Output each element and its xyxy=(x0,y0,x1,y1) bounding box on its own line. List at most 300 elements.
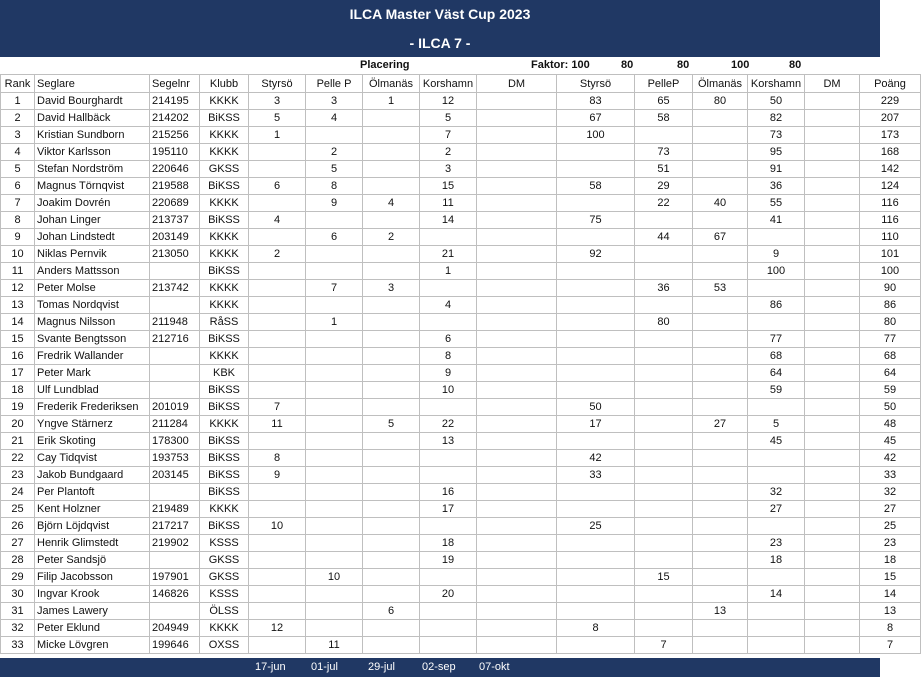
cell-styrso-place xyxy=(249,552,306,569)
cell-olmanas-points xyxy=(693,450,748,467)
cell-rank: 13 xyxy=(1,297,35,314)
cell-olmanas-points xyxy=(693,586,748,603)
cell-pellep-place xyxy=(306,501,363,518)
cell-olmanas-place xyxy=(363,365,420,382)
table-row xyxy=(1,569,921,586)
table-row xyxy=(1,399,921,416)
cell-korshamn-points: 82 xyxy=(748,110,805,127)
col-poang: Poäng xyxy=(860,75,921,93)
cell-klubb: BiKSS xyxy=(200,178,249,195)
cell-korshamn-points xyxy=(748,467,805,484)
col-seglare: Seglare xyxy=(35,75,150,93)
cell-styrso-place xyxy=(249,161,306,178)
cell-poang: 142 xyxy=(860,161,921,178)
cell-klubb: KKKK xyxy=(200,620,249,637)
cell-dm-place xyxy=(477,127,557,144)
cell-pellep-place: 6 xyxy=(306,229,363,246)
cell-olmanas-place: 5 xyxy=(363,416,420,433)
cell-poang: 32 xyxy=(860,484,921,501)
table-row xyxy=(1,433,921,450)
cell-seglare: Stefan Nordström xyxy=(35,161,150,178)
cell-korshamn-points: 9 xyxy=(748,246,805,263)
cell-poang: 168 xyxy=(860,144,921,161)
cell-pellep-points xyxy=(635,467,693,484)
cell-klubb: RåSS xyxy=(200,314,249,331)
footer-dates-bar xyxy=(0,658,880,677)
cell-pellep-place: 11 xyxy=(306,637,363,654)
cell-styrso-points xyxy=(557,280,635,297)
cell-seglare: Frederik Frederiksen xyxy=(35,399,150,416)
cell-pellep-points xyxy=(635,246,693,263)
cell-dm-place xyxy=(477,535,557,552)
cell-styrso-place xyxy=(249,144,306,161)
cell-poang: 116 xyxy=(860,212,921,229)
cell-korshamn-place: 14 xyxy=(420,212,477,229)
cell-dm-points xyxy=(805,603,860,620)
cell-olmanas-points xyxy=(693,433,748,450)
cell-olmanas-points: 80 xyxy=(693,93,748,110)
footer-date: 17-jun xyxy=(255,661,286,673)
cell-styrso-points: 67 xyxy=(557,110,635,127)
cell-dm-points xyxy=(805,586,860,603)
col-korshamn-place: Korshamn xyxy=(420,75,477,93)
cell-pellep-place xyxy=(306,246,363,263)
cell-olmanas-place xyxy=(363,450,420,467)
cell-poang: 33 xyxy=(860,467,921,484)
cell-dm-points xyxy=(805,569,860,586)
cell-dm-points xyxy=(805,382,860,399)
cell-pellep-points xyxy=(635,331,693,348)
cell-rank: 4 xyxy=(1,144,35,161)
cell-olmanas-points xyxy=(693,110,748,127)
cell-korshamn-place: 10 xyxy=(420,382,477,399)
cell-pellep-place: 8 xyxy=(306,178,363,195)
cell-segelnr: 213050 xyxy=(150,246,200,263)
cell-korshamn-points: 41 xyxy=(748,212,805,229)
cell-rank: 3 xyxy=(1,127,35,144)
cell-poang: 15 xyxy=(860,569,921,586)
cell-pellep-points xyxy=(635,433,693,450)
cell-styrso-place xyxy=(249,365,306,382)
cell-segelnr: 214195 xyxy=(150,93,200,110)
cell-segelnr: 220689 xyxy=(150,195,200,212)
cell-dm-place xyxy=(477,212,557,229)
cell-olmanas-place xyxy=(363,535,420,552)
cell-poang: 229 xyxy=(860,93,921,110)
cell-seglare: Joakim Dovrén xyxy=(35,195,150,212)
sheet-subtitle: - ILCA 7 - xyxy=(0,29,880,57)
cell-olmanas-points: 13 xyxy=(693,603,748,620)
cell-segelnr: 219902 xyxy=(150,535,200,552)
cell-dm-place xyxy=(477,552,557,569)
cell-olmanas-points xyxy=(693,246,748,263)
cell-olmanas-points xyxy=(693,263,748,280)
cell-styrso-place xyxy=(249,297,306,314)
cell-styrso-place xyxy=(249,603,306,620)
cell-pellep-points xyxy=(635,535,693,552)
cell-poang: 42 xyxy=(860,450,921,467)
cell-segelnr xyxy=(150,297,200,314)
cell-poang: 14 xyxy=(860,586,921,603)
cell-dm-place xyxy=(477,297,557,314)
cell-olmanas-points: 53 xyxy=(693,280,748,297)
cell-korshamn-points: 91 xyxy=(748,161,805,178)
cell-poang: 173 xyxy=(860,127,921,144)
cell-styrso-points xyxy=(557,484,635,501)
cell-korshamn-place: 19 xyxy=(420,552,477,569)
cell-olmanas-points xyxy=(693,518,748,535)
cell-korshamn-place xyxy=(420,467,477,484)
cell-pellep-points: 7 xyxy=(635,637,693,654)
cell-pellep-place xyxy=(306,382,363,399)
cell-poang: 110 xyxy=(860,229,921,246)
cell-rank: 12 xyxy=(1,280,35,297)
cell-styrso-points xyxy=(557,331,635,348)
col-dm-points: DM xyxy=(805,75,860,93)
cell-seglare: Per Plantoft xyxy=(35,484,150,501)
table-row xyxy=(1,263,921,280)
cell-dm-points xyxy=(805,93,860,110)
cell-styrso-place xyxy=(249,280,306,297)
cell-poang: 8 xyxy=(860,620,921,637)
cell-rank: 7 xyxy=(1,195,35,212)
cell-rank: 25 xyxy=(1,501,35,518)
cell-korshamn-place: 6 xyxy=(420,331,477,348)
cell-seglare: Johan Lindstedt xyxy=(35,229,150,246)
cell-pellep-place xyxy=(306,127,363,144)
cell-poang: 77 xyxy=(860,331,921,348)
cell-poang: 86 xyxy=(860,297,921,314)
cell-dm-points xyxy=(805,263,860,280)
cell-pellep-points xyxy=(635,416,693,433)
cell-klubb: BiKSS xyxy=(200,110,249,127)
cell-pellep-points: 65 xyxy=(635,93,693,110)
cell-styrso-place xyxy=(249,637,306,654)
col-dm-place: DM xyxy=(477,75,557,93)
cell-klubb: BiKSS xyxy=(200,450,249,467)
cell-styrso-points xyxy=(557,229,635,246)
cell-klubb: BiKSS xyxy=(200,433,249,450)
cell-klubb: KBK xyxy=(200,365,249,382)
cell-styrso-place xyxy=(249,331,306,348)
cell-segelnr: 199646 xyxy=(150,637,200,654)
cell-olmanas-points xyxy=(693,382,748,399)
cell-korshamn-place: 11 xyxy=(420,195,477,212)
cell-dm-place xyxy=(477,450,557,467)
cell-rank: 2 xyxy=(1,110,35,127)
cell-olmanas-points xyxy=(693,467,748,484)
cell-olmanas-place xyxy=(363,484,420,501)
cell-dm-points xyxy=(805,535,860,552)
col-korshamn-points: Korshamn xyxy=(748,75,805,93)
cell-korshamn-place xyxy=(420,280,477,297)
cell-klubb: KSSS xyxy=(200,535,249,552)
cell-styrso-points xyxy=(557,314,635,331)
cell-rank: 28 xyxy=(1,552,35,569)
cell-segelnr xyxy=(150,365,200,382)
cell-seglare: Yngve Stärnerz xyxy=(35,416,150,433)
cell-korshamn-points: 55 xyxy=(748,195,805,212)
cell-styrso-points: 58 xyxy=(557,178,635,195)
cell-pellep-points: 80 xyxy=(635,314,693,331)
cell-pellep-points: 15 xyxy=(635,569,693,586)
cell-styrso-points xyxy=(557,501,635,518)
table-row xyxy=(1,229,921,246)
cell-korshamn-points: 77 xyxy=(748,331,805,348)
col-pellep-points: PelleP xyxy=(635,75,693,93)
cell-klubb: KKKK xyxy=(200,144,249,161)
table-row xyxy=(1,178,921,195)
cell-dm-place xyxy=(477,280,557,297)
factor-korshamn: 100 xyxy=(731,59,750,71)
cell-segelnr: 220646 xyxy=(150,161,200,178)
cell-segelnr: 219489 xyxy=(150,501,200,518)
cell-pellep-points: 51 xyxy=(635,161,693,178)
cell-dm-place xyxy=(477,110,557,127)
cell-klubb: BiKSS xyxy=(200,399,249,416)
table-row xyxy=(1,382,921,399)
cell-dm-points xyxy=(805,416,860,433)
cell-korshamn-place: 13 xyxy=(420,433,477,450)
cell-dm-points xyxy=(805,467,860,484)
cell-korshamn-place: 12 xyxy=(420,93,477,110)
cell-poang: 90 xyxy=(860,280,921,297)
cell-segelnr: 201019 xyxy=(150,399,200,416)
cell-dm-place xyxy=(477,603,557,620)
table-row xyxy=(1,348,921,365)
footer-date: 29-jul xyxy=(368,661,395,673)
cell-seglare: Peter Eklund xyxy=(35,620,150,637)
cell-olmanas-place xyxy=(363,433,420,450)
cell-dm-points xyxy=(805,331,860,348)
cell-dm-place xyxy=(477,399,557,416)
factor-olmanas: 80 xyxy=(677,59,690,71)
cell-seglare: James Lawery xyxy=(35,603,150,620)
cell-pellep-place: 5 xyxy=(306,161,363,178)
cell-styrso-place xyxy=(249,535,306,552)
cell-korshamn-points xyxy=(748,399,805,416)
cell-dm-points xyxy=(805,110,860,127)
cell-rank: 27 xyxy=(1,535,35,552)
cell-segelnr xyxy=(150,552,200,569)
cell-klubb: BiKSS xyxy=(200,263,249,280)
cell-styrso-points xyxy=(557,144,635,161)
table-row xyxy=(1,144,921,161)
cell-klubb: BiKSS xyxy=(200,212,249,229)
cell-korshamn-points xyxy=(748,603,805,620)
cell-pellep-place xyxy=(306,535,363,552)
cell-pellep-points: 29 xyxy=(635,178,693,195)
cell-pellep-points xyxy=(635,297,693,314)
cell-korshamn-points: 50 xyxy=(748,93,805,110)
cell-segelnr: 197901 xyxy=(150,569,200,586)
col-olmanas-points: Ölmanäs xyxy=(693,75,748,93)
cell-klubb: BiKSS xyxy=(200,382,249,399)
cell-rank: 10 xyxy=(1,246,35,263)
cell-styrso-place xyxy=(249,263,306,280)
cell-pellep-points xyxy=(635,127,693,144)
cell-olmanas-place: 2 xyxy=(363,229,420,246)
table-row xyxy=(1,127,921,144)
cell-olmanas-points xyxy=(693,569,748,586)
cell-pellep-place: 7 xyxy=(306,280,363,297)
cell-pellep-place xyxy=(306,331,363,348)
cell-segelnr: 178300 xyxy=(150,433,200,450)
cell-korshamn-points: 23 xyxy=(748,535,805,552)
cell-pellep-place: 1 xyxy=(306,314,363,331)
cell-rank: 17 xyxy=(1,365,35,382)
cell-korshamn-points: 32 xyxy=(748,484,805,501)
cell-olmanas-place xyxy=(363,620,420,637)
cell-pellep-points xyxy=(635,382,693,399)
cell-styrso-points xyxy=(557,365,635,382)
cell-korshamn-place xyxy=(420,229,477,246)
cell-olmanas-place xyxy=(363,110,420,127)
cell-styrso-place xyxy=(249,569,306,586)
cell-dm-place xyxy=(477,569,557,586)
cell-rank: 20 xyxy=(1,416,35,433)
cell-styrso-place xyxy=(249,586,306,603)
cell-korshamn-place: 2 xyxy=(420,144,477,161)
cell-styrso-place xyxy=(249,195,306,212)
cell-styrso-points xyxy=(557,637,635,654)
cell-dm-points xyxy=(805,314,860,331)
cell-pellep-points xyxy=(635,620,693,637)
cell-rank: 22 xyxy=(1,450,35,467)
cell-seglare: Magnus Törnqvist xyxy=(35,178,150,195)
cell-styrso-points: 50 xyxy=(557,399,635,416)
cell-dm-place xyxy=(477,195,557,212)
cell-olmanas-points xyxy=(693,212,748,229)
cell-styrso-points: 100 xyxy=(557,127,635,144)
cell-dm-points xyxy=(805,365,860,382)
cell-korshamn-points: 45 xyxy=(748,433,805,450)
cell-pellep-points xyxy=(635,365,693,382)
cell-styrso-points: 33 xyxy=(557,467,635,484)
cell-styrso-points xyxy=(557,297,635,314)
cell-olmanas-place xyxy=(363,467,420,484)
cell-korshamn-points xyxy=(748,637,805,654)
cell-pellep-place xyxy=(306,399,363,416)
sheet-title: ILCA Master Väst Cup 2023 xyxy=(0,0,880,29)
cell-olmanas-place xyxy=(363,263,420,280)
table-row xyxy=(1,212,921,229)
cell-seglare: Johan Linger xyxy=(35,212,150,229)
cell-korshamn-points xyxy=(748,569,805,586)
cell-korshamn-points: 64 xyxy=(748,365,805,382)
cell-olmanas-place xyxy=(363,552,420,569)
cell-olmanas-place xyxy=(363,144,420,161)
cell-olmanas-place xyxy=(363,348,420,365)
cell-rank: 33 xyxy=(1,637,35,654)
cell-korshamn-points: 18 xyxy=(748,552,805,569)
table-row xyxy=(1,416,921,433)
cell-korshamn-points xyxy=(748,518,805,535)
cell-seglare: Jakob Bundgaard xyxy=(35,467,150,484)
cell-seglare: Björn Löjdqvist xyxy=(35,518,150,535)
table-row xyxy=(1,280,921,297)
col-rank: Rank xyxy=(1,75,35,93)
cell-olmanas-place xyxy=(363,212,420,229)
cell-pellep-points xyxy=(635,450,693,467)
cell-korshamn-place: 20 xyxy=(420,586,477,603)
cell-dm-points xyxy=(805,518,860,535)
cell-olmanas-points xyxy=(693,161,748,178)
cell-seglare: Micke Lövgren xyxy=(35,637,150,654)
cell-korshamn-place: 16 xyxy=(420,484,477,501)
cell-rank: 32 xyxy=(1,620,35,637)
cell-olmanas-points xyxy=(693,348,748,365)
cell-pellep-place: 9 xyxy=(306,195,363,212)
cell-olmanas-place xyxy=(363,297,420,314)
cell-poang: 80 xyxy=(860,314,921,331)
cell-styrso-place: 9 xyxy=(249,467,306,484)
cell-korshamn-place: 5 xyxy=(420,110,477,127)
cell-pellep-points: 44 xyxy=(635,229,693,246)
cell-rank: 6 xyxy=(1,178,35,195)
cell-pellep-points xyxy=(635,399,693,416)
cell-poang: 64 xyxy=(860,365,921,382)
cell-segelnr: 203149 xyxy=(150,229,200,246)
cell-segelnr: 211948 xyxy=(150,314,200,331)
cell-pellep-points xyxy=(635,263,693,280)
cell-segelnr: 214202 xyxy=(150,110,200,127)
cell-styrso-place: 5 xyxy=(249,110,306,127)
cell-dm-points xyxy=(805,484,860,501)
group-header-row xyxy=(0,57,880,74)
cell-dm-points xyxy=(805,144,860,161)
cell-pellep-place xyxy=(306,552,363,569)
cell-dm-points xyxy=(805,501,860,518)
cell-olmanas-points xyxy=(693,484,748,501)
cell-olmanas-points xyxy=(693,637,748,654)
cell-dm-place xyxy=(477,348,557,365)
cell-styrso-place xyxy=(249,314,306,331)
cell-korshamn-points: 5 xyxy=(748,416,805,433)
cell-korshamn-place: 7 xyxy=(420,127,477,144)
table-row xyxy=(1,110,921,127)
footer-date: 07-okt xyxy=(479,661,510,673)
cell-korshamn-place: 17 xyxy=(420,501,477,518)
cell-pellep-place: 10 xyxy=(306,569,363,586)
cell-olmanas-points xyxy=(693,331,748,348)
cell-klubb: KKKK xyxy=(200,195,249,212)
cell-pellep-place xyxy=(306,518,363,535)
cell-korshamn-place: 1 xyxy=(420,263,477,280)
cell-korshamn-place xyxy=(420,314,477,331)
cell-pellep-points xyxy=(635,603,693,620)
cell-segelnr xyxy=(150,382,200,399)
cell-poang: 68 xyxy=(860,348,921,365)
cell-olmanas-place xyxy=(363,331,420,348)
cell-dm-place xyxy=(477,314,557,331)
cell-korshamn-points: 73 xyxy=(748,127,805,144)
cell-dm-points xyxy=(805,620,860,637)
table-row xyxy=(1,365,921,382)
cell-olmanas-points xyxy=(693,127,748,144)
cell-korshamn-place xyxy=(420,399,477,416)
cell-korshamn-place xyxy=(420,450,477,467)
cell-rank: 16 xyxy=(1,348,35,365)
cell-dm-place xyxy=(477,382,557,399)
cell-styrso-points: 17 xyxy=(557,416,635,433)
cell-styrso-points: 8 xyxy=(557,620,635,637)
cell-styrso-place xyxy=(249,382,306,399)
cell-styrso-place xyxy=(249,433,306,450)
cell-poang: 124 xyxy=(860,178,921,195)
cell-olmanas-place xyxy=(363,382,420,399)
cell-dm-points xyxy=(805,297,860,314)
